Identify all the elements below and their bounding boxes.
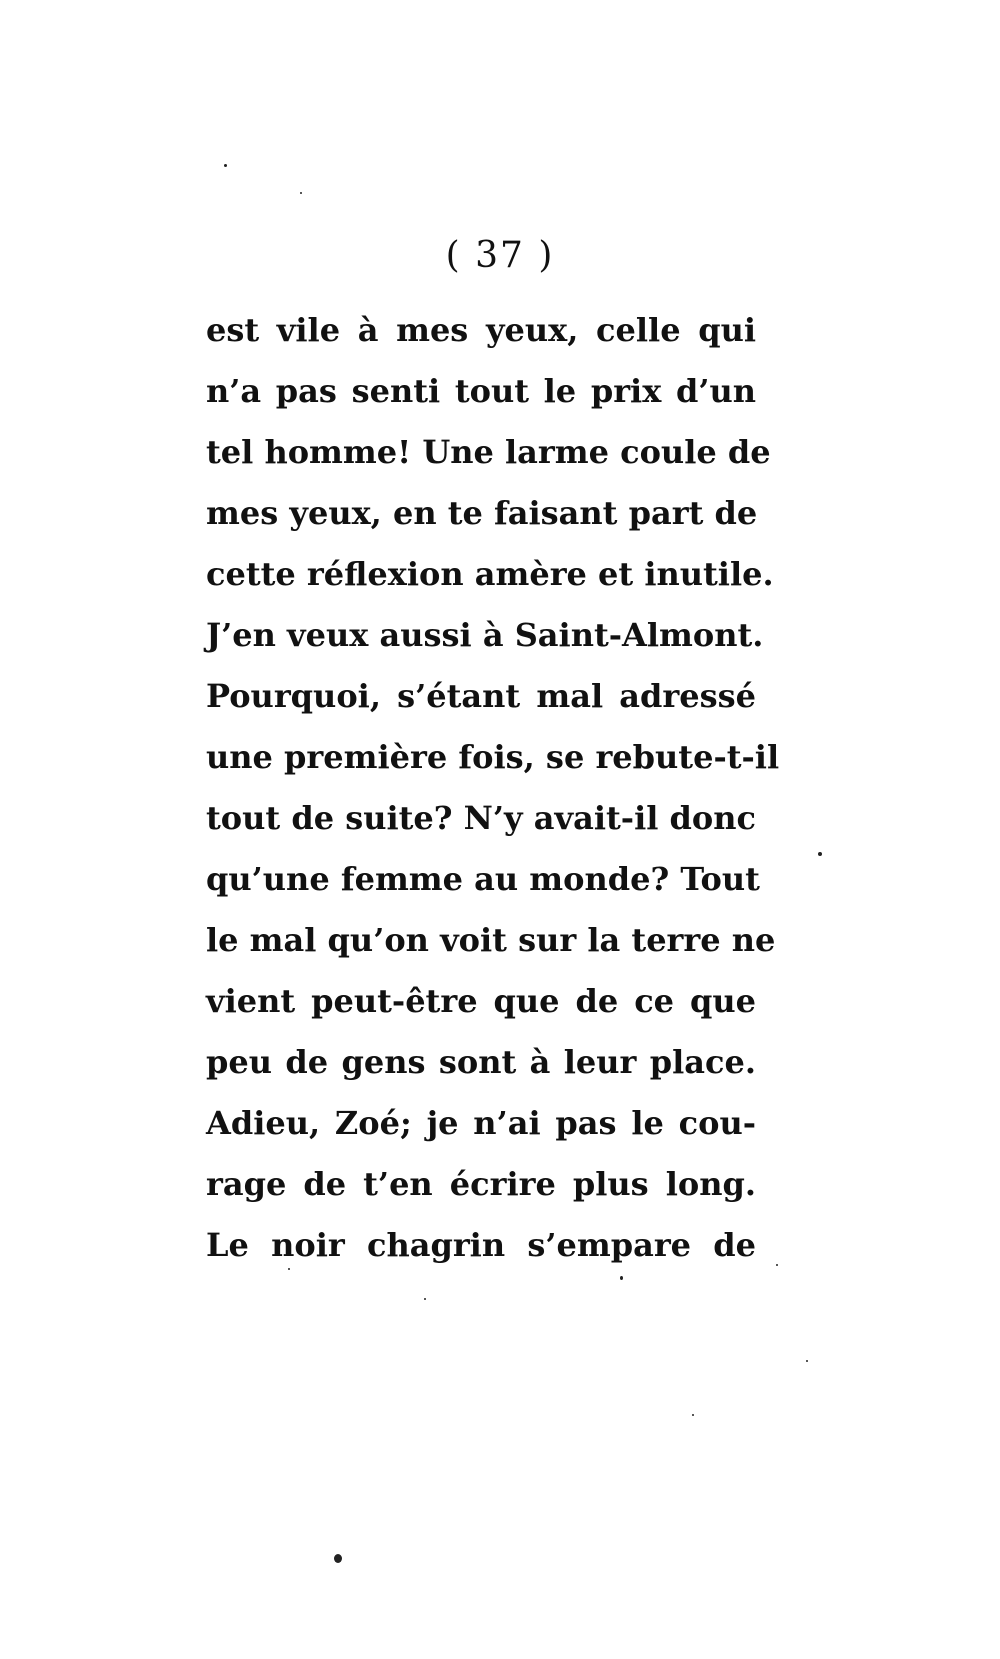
text-line-2: n’a pas senti tout le prix d’un — [206, 372, 756, 410]
text-line-5: cette réflexion amère et inutile. — [206, 555, 774, 593]
text-line-12: vient peut-être que de ce que — [206, 982, 756, 1020]
page-number: ( 37 ) — [445, 235, 555, 276]
text-line-16: Le noir chagrin s’empare de — [206, 1226, 756, 1264]
scan-speck — [334, 1554, 342, 1563]
body-text — [206, 300, 780, 1276]
text-line-10: qu’une femme au monde? Tout — [206, 860, 760, 898]
scan-speck — [692, 1414, 694, 1416]
scan-speck — [818, 852, 822, 856]
text-line-7: Pourquoi, s’étant mal adressé — [206, 677, 756, 715]
scan-speck — [300, 192, 302, 194]
text-line-14: Adieu, Zoé; je n’ai pas le cou- — [206, 1104, 756, 1142]
scan-speck — [806, 1360, 808, 1362]
text-line-4: mes yeux, en te faisant part de — [206, 494, 758, 532]
text-line-1: est vile à mes yeux, celle qui — [206, 311, 756, 349]
text-line-13: peu de gens sont à leur place. — [206, 1043, 756, 1081]
text-line-15: rage de t’en écrire plus long. — [206, 1165, 756, 1203]
scan-speck — [424, 1298, 426, 1300]
scan-speck — [620, 1276, 623, 1280]
scan-speck — [776, 1264, 778, 1266]
text-line-8: une première fois, se rebute-t-il — [206, 738, 780, 776]
scan-speck — [288, 1268, 290, 1270]
text-line-3: tel homme! Une larme coule de — [206, 433, 771, 471]
text-line-11: le mal qu’on voit sur la terre ne — [206, 921, 776, 959]
text-line-9: tout de suite? N’y avait-il donc — [206, 799, 756, 837]
text-line-6: J’en veux aussi à Saint-Almont. — [206, 616, 764, 654]
scan-speck — [224, 164, 227, 167]
